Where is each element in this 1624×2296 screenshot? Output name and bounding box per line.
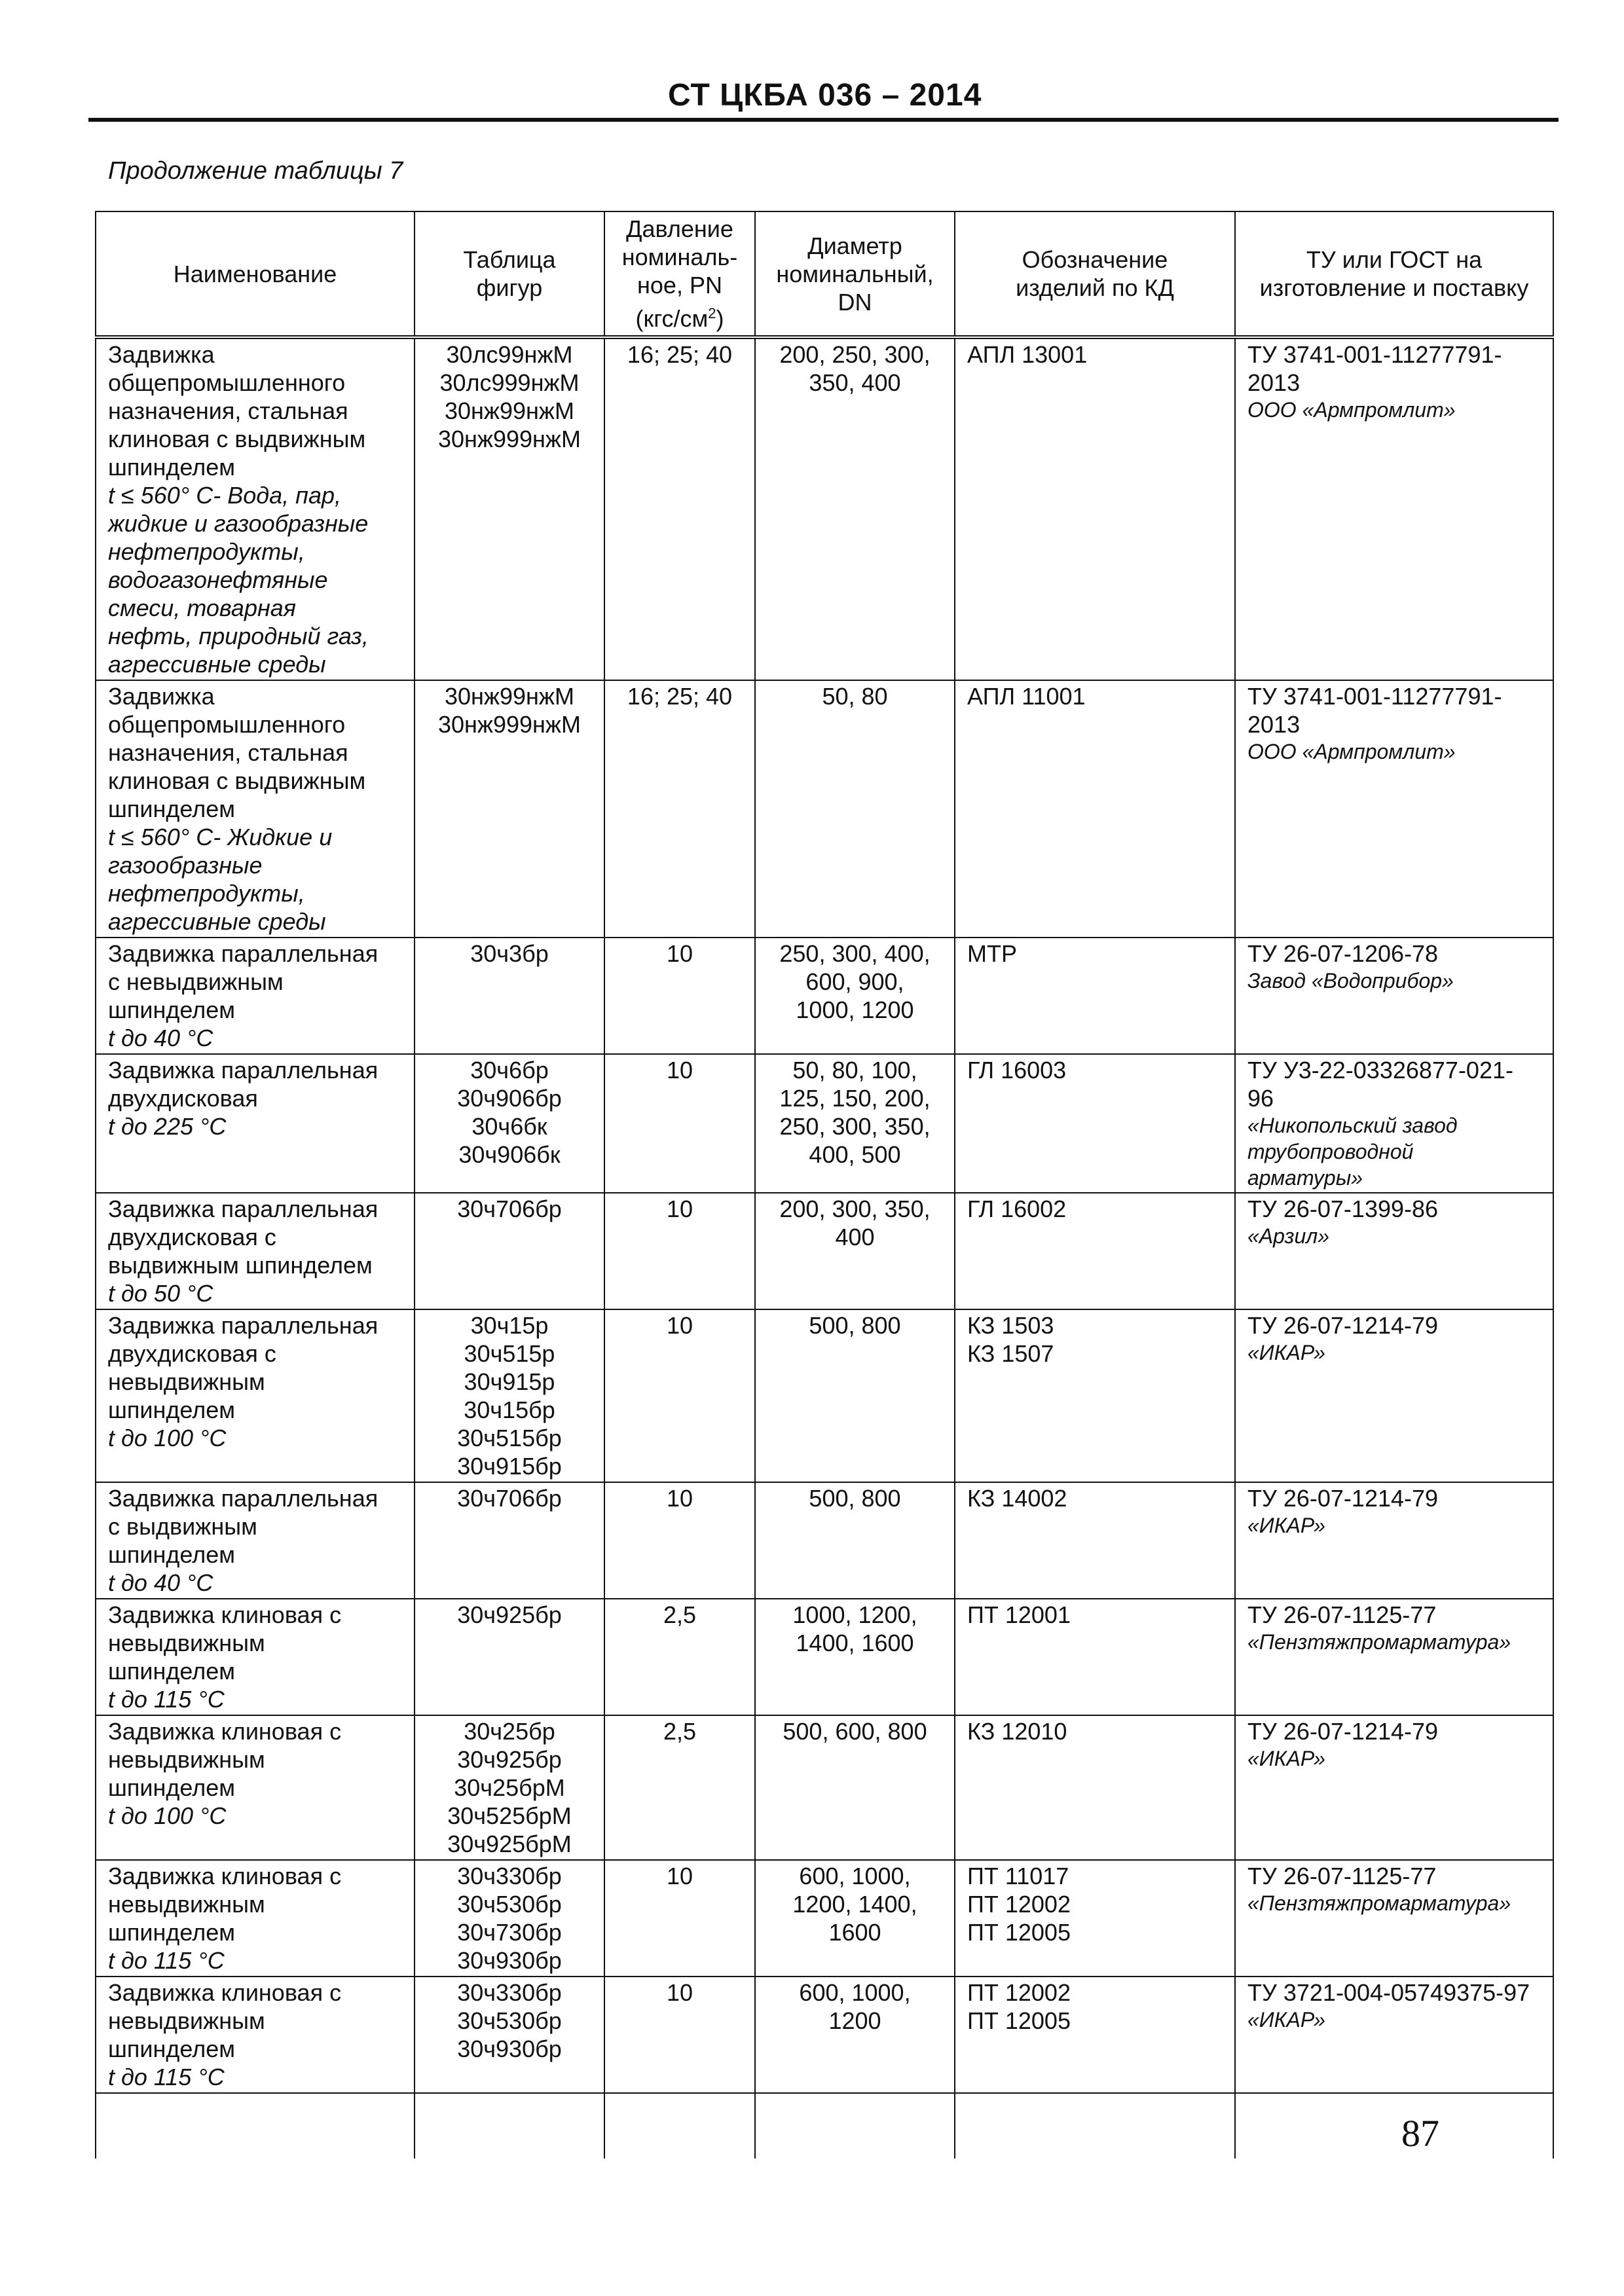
cell-diameter <box>755 938 955 1054</box>
name-line: двухдисковая <box>108 1085 258 1112</box>
cell-standard <box>1235 938 1553 1054</box>
column-header-name: Наименование <box>96 211 415 337</box>
name-line: невыдвижным <box>108 1630 265 1656</box>
cell-figures <box>415 1599 604 1715</box>
temperature-note-line: нефть, природный газ, <box>108 623 369 649</box>
designation-line: АПЛ 13001 <box>967 341 1088 368</box>
manufacturer-line: «Пензтяжпромарматура» <box>1247 1630 1511 1654</box>
table-row <box>96 1599 1553 1715</box>
figure-code: 30ч915бр <box>457 1453 562 1480</box>
name-line: шпинделем <box>108 1774 235 1801</box>
cell-figures <box>415 680 604 938</box>
table-row <box>96 1482 1553 1599</box>
continuation-cell <box>1235 2093 1553 2159</box>
temperature-note-line: t до 115 °С <box>108 1947 225 1974</box>
figure-code: 30нж999нжМ <box>437 426 581 452</box>
figure-code: 30ч15бр <box>464 1396 555 1423</box>
cell-pressure <box>604 680 755 938</box>
table-row <box>96 938 1553 1054</box>
table-row <box>96 1193 1553 1309</box>
temperature-note-line: t до 115 °С <box>108 2064 225 2090</box>
cell-name <box>96 1977 415 2093</box>
figure-code: 30ч930бр <box>457 1947 562 1974</box>
table-row <box>96 1715 1553 1860</box>
name-line: Задвижка клиновая с <box>108 1863 342 1889</box>
temperature-note-line: нефтепродукты, <box>108 538 305 565</box>
name-line: невыдвижным <box>108 1891 265 1918</box>
name-line: Задвижка клиновая с <box>108 1718 342 1745</box>
figure-code: 30ч3бр <box>470 940 549 967</box>
cell-name <box>96 1860 415 1977</box>
table-body <box>96 337 1553 2159</box>
cell-pressure <box>604 1054 755 1193</box>
valve-table <box>95 211 1554 2159</box>
manufacturer-line: «ИКАР» <box>1247 1747 1325 1770</box>
pressure-value: 10 <box>666 1979 693 2006</box>
figure-code: 30ч925бр <box>457 1746 562 1773</box>
cell-name <box>96 1054 415 1193</box>
designation-line: ПТ 12002 <box>967 1979 1071 2006</box>
diameter-line: 600, 1000, <box>799 1979 911 2006</box>
diameter-line: 350, 400 <box>809 369 901 396</box>
diameter-line: 400, 500 <box>809 1141 901 1168</box>
temperature-note-line: t до 225 °С <box>108 1113 227 1140</box>
name-line: шпинделем <box>108 795 235 822</box>
cell-name <box>96 1599 415 1715</box>
manufacturer-line: Завод «Водоприбор» <box>1247 969 1454 993</box>
cell-figures <box>415 337 604 680</box>
cell-designation <box>955 1977 1235 2093</box>
figure-code: 30ч906бр <box>457 1085 562 1112</box>
cell-name <box>96 680 415 938</box>
figure-code: 30ч930бр <box>457 2035 562 2062</box>
designation-line: ПТ 12005 <box>967 2007 1071 2034</box>
figure-code: 30ч525брМ <box>447 1802 572 1829</box>
cell-standard <box>1235 1309 1553 1482</box>
continuation-space <box>96 2093 1553 2159</box>
column-header-standard: ТУ или ГОСТ на изготовление и поставку <box>1235 211 1553 337</box>
name-line: невыдвижным <box>108 2007 265 2034</box>
table-container <box>95 211 1554 2159</box>
temperature-note-line: t до 100 °С <box>108 1425 227 1451</box>
name-line: двухдисковая с <box>108 1224 276 1250</box>
diameter-line: 1600 <box>828 1919 881 1946</box>
cell-pressure <box>604 337 755 680</box>
diameter-line: 125, 150, 200, <box>779 1085 931 1112</box>
diameter-line: 250, 300, 350, <box>779 1113 931 1140</box>
continuation-cell <box>755 2093 955 2159</box>
manufacturer-line: «Пензтяжпромарматура» <box>1247 1891 1511 1915</box>
temperature-note-line: t до 100 °С <box>108 1802 227 1829</box>
name-line: Задвижка параллельная <box>108 1485 378 1512</box>
temperature-note-line: t до 40 °С <box>108 1569 213 1596</box>
temperature-note-line: агрессивные среды <box>108 651 326 678</box>
temperature-note-line: смеси, товарная <box>108 594 297 621</box>
pressure-value: 10 <box>666 940 693 967</box>
diameter-line: 1000, 1200, <box>792 1601 917 1628</box>
cell-standard <box>1235 1054 1553 1193</box>
standard-line: ТУ 3741-001-11277791- <box>1247 683 1502 710</box>
cell-designation <box>955 337 1235 680</box>
diameter-line: 500, 800 <box>809 1485 901 1512</box>
figure-code: 30ч6бк <box>471 1113 547 1140</box>
cell-name <box>96 1715 415 1860</box>
figure-code: 30лс999нжМ <box>439 369 580 396</box>
cell-figures <box>415 938 604 1054</box>
cell-figures <box>415 1860 604 1977</box>
designation-line: АПЛ 11001 <box>967 683 1086 710</box>
continuation-cell <box>96 2093 415 2159</box>
temperature-note-line: агрессивные среды <box>108 908 326 935</box>
cell-diameter <box>755 1309 955 1482</box>
cell-pressure <box>604 1860 755 1977</box>
standard-line: ТУ 26-07-1125-77 <box>1247 1863 1437 1889</box>
standard-line: ТУ 26-07-1214-79 <box>1247 1718 1439 1745</box>
figure-code: 30ч915р <box>464 1368 555 1395</box>
name-line: Задвижка клиновая с <box>108 1979 342 2006</box>
manufacturer-line: «ИКАР» <box>1247 1514 1325 1537</box>
cell-designation <box>955 938 1235 1054</box>
pressure-value: 10 <box>666 1195 693 1222</box>
figure-code: 30нж999нжМ <box>437 711 581 738</box>
designation-line: КЗ 12010 <box>967 1718 1067 1745</box>
cell-pressure <box>604 1482 755 1599</box>
figure-code: 30ч906бк <box>458 1141 561 1168</box>
standard-line: ТУ 26-07-1399-86 <box>1247 1195 1439 1222</box>
diameter-line: 200, 250, 300, <box>779 341 931 368</box>
manufacturer-line: «Никопольский завод <box>1247 1114 1458 1137</box>
cell-designation <box>955 1482 1235 1599</box>
cell-diameter <box>755 337 955 680</box>
manufacturer-line: трубопроводной <box>1247 1140 1414 1163</box>
cell-diameter <box>755 1482 955 1599</box>
cell-standard <box>1235 1977 1553 2093</box>
cell-standard <box>1235 1193 1553 1309</box>
name-line: назначения, стальная <box>108 397 348 424</box>
table-row <box>96 1977 1553 2093</box>
pressure-value: 2,5 <box>663 1718 697 1745</box>
temperature-note-line: t до 50 °С <box>108 1280 213 1307</box>
pressure-value: 16; 25; 40 <box>627 341 733 368</box>
cell-designation <box>955 1054 1235 1193</box>
name-line: Задвижка <box>108 341 215 368</box>
name-line: Задвижка параллельная <box>108 1195 378 1222</box>
cell-figures <box>415 1054 604 1193</box>
cell-diameter <box>755 1599 955 1715</box>
figure-code: 30ч515бр <box>457 1425 562 1451</box>
cell-standard <box>1235 337 1553 680</box>
cell-name <box>96 938 415 1054</box>
standard-line: ТУ 26-07-1125-77 <box>1247 1601 1437 1628</box>
cell-standard <box>1235 1715 1553 1860</box>
cell-name <box>96 337 415 680</box>
temperature-note-line: t ≤ 560° С- Жидкие и <box>108 824 333 850</box>
cell-diameter <box>755 680 955 938</box>
figure-code: 30ч330бр <box>457 1979 562 2006</box>
cell-standard <box>1235 1599 1553 1715</box>
figure-code: 30ч530бр <box>457 1891 562 1918</box>
standard-line: 2013 <box>1247 711 1301 738</box>
cell-name <box>96 1309 415 1482</box>
name-line: выдвижным шпинделем <box>108 1252 373 1279</box>
name-line: невыдвижным <box>108 1746 265 1773</box>
pressure-value: 10 <box>666 1057 693 1084</box>
figure-code: 30ч925бр <box>457 1601 562 1628</box>
table-row <box>96 1309 1553 1482</box>
cell-designation <box>955 1309 1235 1482</box>
figure-code: 30ч730бр <box>457 1919 562 1946</box>
continuation-cell <box>604 2093 755 2159</box>
figure-code: 30ч6бр <box>470 1057 549 1084</box>
cell-diameter <box>755 1860 955 1977</box>
page-number: 87 <box>1401 2112 1439 2155</box>
continuation-cell <box>415 2093 604 2159</box>
name-line: общепромышленного <box>108 711 346 738</box>
figure-code: 30ч330бр <box>457 1863 562 1889</box>
cell-diameter <box>755 1054 955 1193</box>
manufacturer-line: «ИКАР» <box>1247 2008 1325 2032</box>
cell-standard <box>1235 1482 1553 1599</box>
pressure-value: 16; 25; 40 <box>627 683 733 710</box>
column-header-figures: Таблица фигур <box>415 211 604 337</box>
name-line: шпинделем <box>108 1541 235 1568</box>
name-line: Задвижка параллельная <box>108 1057 378 1084</box>
diameter-line: 50, 80 <box>822 683 888 710</box>
name-line: клиновая с выдвижным <box>108 426 366 452</box>
diameter-line: 400 <box>835 1224 875 1250</box>
figure-code: 30нж99нжМ <box>445 397 574 424</box>
column-header-diameter: Диаметр номинальный, DN <box>755 211 955 337</box>
standard-line: ТУ 26-07-1214-79 <box>1247 1485 1439 1512</box>
figure-code: 30ч706бр <box>457 1485 562 1512</box>
designation-line: КЗ 14002 <box>967 1485 1067 1512</box>
cell-diameter <box>755 1977 955 2093</box>
designation-line: ПТ 11017 <box>967 1863 1069 1889</box>
header-rule <box>88 118 1559 122</box>
name-line: шпинделем <box>108 1919 235 1946</box>
temperature-note-line: t ≤ 560° С- Вода, пар, <box>108 482 342 509</box>
cell-pressure <box>604 1193 755 1309</box>
name-line: Задвижка <box>108 683 215 710</box>
figure-code: 30ч25бр <box>464 1718 555 1745</box>
manufacturer-line: арматуры» <box>1247 1166 1363 1190</box>
diameter-line: 200, 300, 350, <box>779 1195 931 1222</box>
cell-designation <box>955 1715 1235 1860</box>
name-line: с невыдвижным <box>108 968 284 995</box>
diameter-line: 600, 900, <box>805 968 904 995</box>
cell-figures <box>415 1715 604 1860</box>
name-line: невыдвижным <box>108 1368 265 1395</box>
diameter-line: 500, 600, 800 <box>783 1718 927 1745</box>
manufacturer-line: ООО «Армпромлит» <box>1247 740 1456 763</box>
temperature-note-line: газообразные <box>108 852 263 879</box>
cell-name <box>96 1482 415 1599</box>
cell-standard <box>1235 1860 1553 1977</box>
temperature-note-line: жидкие и газообразные <box>108 510 369 537</box>
cell-standard <box>1235 680 1553 938</box>
cell-figures <box>415 1977 604 2093</box>
diameter-line: 600, 1000, <box>799 1863 911 1889</box>
diameter-line: 1400, 1600 <box>796 1630 914 1656</box>
temperature-note-line: t до 115 °С <box>108 1686 225 1713</box>
name-line: общепромышленного <box>108 369 346 396</box>
diameter-line: 50, 80, 100, <box>792 1057 917 1084</box>
cell-designation <box>955 1860 1235 1977</box>
diameter-line: 1000, 1200 <box>796 996 914 1023</box>
temperature-note-line: t до 40 °С <box>108 1025 213 1051</box>
manufacturer-line: «ИКАР» <box>1247 1341 1325 1364</box>
diameter-line: 500, 800 <box>809 1312 901 1339</box>
standard-line: 96 <box>1247 1085 1274 1112</box>
cell-designation <box>955 1599 1235 1715</box>
temperature-note-line: водогазонефтяные <box>108 566 328 593</box>
designation-line: ПТ 12005 <box>967 1919 1071 1946</box>
standard-line: ТУ 26-07-1206-78 <box>1247 940 1439 967</box>
name-line: шпинделем <box>108 2035 235 2062</box>
pressure-value: 10 <box>666 1863 693 1889</box>
name-line: Задвижка параллельная <box>108 1312 378 1339</box>
designation-line: КЗ 1507 <box>967 1340 1054 1367</box>
figure-code: 30ч515р <box>464 1340 555 1367</box>
name-line: шпинделем <box>108 1396 235 1423</box>
cell-designation <box>955 1193 1235 1309</box>
pressure-value: 10 <box>666 1312 693 1339</box>
continuation-cell <box>955 2093 1235 2159</box>
manufacturer-line: ООО «Армпромлит» <box>1247 398 1456 422</box>
cell-designation <box>955 680 1235 938</box>
designation-line: ПТ 12002 <box>967 1891 1071 1918</box>
cell-diameter <box>755 1193 955 1309</box>
standard-line: ТУ 3721-004-05749375-97 <box>1247 1979 1530 2006</box>
name-line: шпинделем <box>108 1658 235 1685</box>
name-line: двухдисковая с <box>108 1340 276 1367</box>
document-code: СТ ЦКБА 036 – 2014 <box>668 78 982 113</box>
cell-pressure <box>604 938 755 1054</box>
cell-pressure <box>604 1977 755 2093</box>
figure-code: 30ч706бр <box>457 1195 562 1222</box>
cell-figures <box>415 1193 604 1309</box>
column-header-pressure: Давление номиналь- ное, PN $(кгс/см^2)$ <box>604 211 755 337</box>
figure-code: 30ч530бр <box>457 2007 562 2034</box>
name-line: Задвижка параллельная <box>108 940 378 967</box>
name-line: шпинделем <box>108 996 235 1023</box>
name-line: клиновая с выдвижным <box>108 767 366 794</box>
figure-code: 30ч25брМ <box>454 1774 565 1801</box>
cell-pressure <box>604 1715 755 1860</box>
cell-figures <box>415 1482 604 1599</box>
cell-pressure <box>604 1599 755 1715</box>
table-row <box>96 680 1553 938</box>
name-line: с выдвижным <box>108 1513 257 1540</box>
standard-line: ТУ У3-22-03326877-021- <box>1247 1057 1513 1084</box>
cell-pressure <box>604 1309 755 1482</box>
figure-code: 30ч15р <box>470 1312 549 1339</box>
diameter-line: 1200 <box>828 2007 881 2034</box>
cell-name <box>96 1193 415 1309</box>
cell-diameter <box>755 1715 955 1860</box>
standard-line: 2013 <box>1247 369 1301 396</box>
standard-line: ТУ 26-07-1214-79 <box>1247 1312 1439 1339</box>
designation-line: ПТ 12001 <box>967 1601 1071 1628</box>
table-row <box>96 337 1553 680</box>
diameter-line: 250, 300, 400, <box>779 940 931 967</box>
figure-code: 30ч925брМ <box>447 1831 572 1857</box>
figure-code: 30лс99нжМ <box>446 341 573 368</box>
table-caption: Продолжение таблицы 7 <box>108 157 403 185</box>
designation-line: ГЛ 16002 <box>967 1195 1067 1222</box>
diameter-line: 1200, 1400, <box>792 1891 917 1918</box>
name-line: назначения, стальная <box>108 739 348 766</box>
header-row <box>96 211 1553 337</box>
manufacturer-line: «Арзил» <box>1247 1224 1330 1248</box>
designation-line: МТР <box>967 940 1017 967</box>
name-line: шпинделем <box>108 454 235 481</box>
designation-line: ГЛ 16003 <box>967 1057 1067 1084</box>
standard-line: ТУ 3741-001-11277791- <box>1247 341 1502 368</box>
designation-line: КЗ 1503 <box>967 1312 1054 1339</box>
table-row <box>96 1054 1553 1193</box>
cell-figures <box>415 1309 604 1482</box>
pressure-value: 10 <box>666 1485 693 1512</box>
pressure-value: 2,5 <box>663 1601 697 1628</box>
temperature-note-line: нефтепродукты, <box>108 880 305 907</box>
figure-code: 30нж99нжМ <box>445 683 574 710</box>
name-line: Задвижка клиновая с <box>108 1601 342 1628</box>
column-header-designation: Обозначение изделий по КД <box>955 211 1235 337</box>
table-row <box>96 1860 1553 1977</box>
